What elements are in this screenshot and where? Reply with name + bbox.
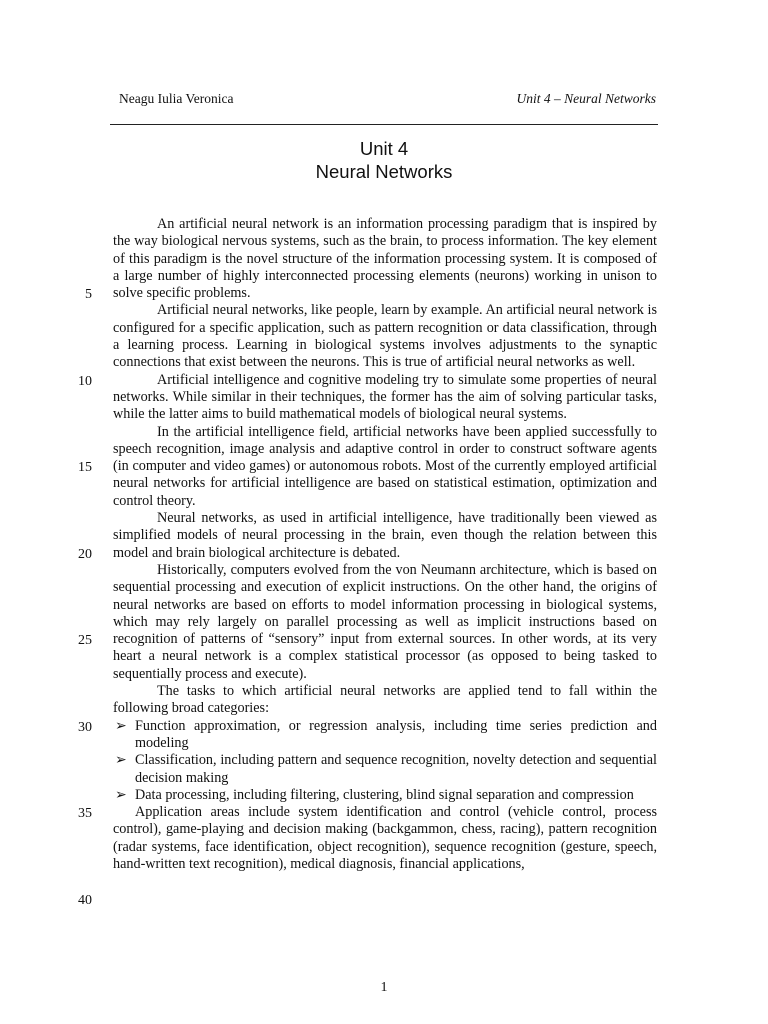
bullet-text: Data processing, including filtering, clustering, blind signal separation and compression xyxy=(135,786,634,803)
paragraph: In the artificial intelligence field, artificial networks have been applied successfully to speech recognition, image analysis and adaptive control in order to construct software agents (in computer and video games) or autonomous robots. Most of the currently employed artificial neural networks for artificial intelligence are based on statistical estimation, optimization and control theory. xyxy=(113,423,657,509)
arrow-bullet-icon: ➢ xyxy=(115,786,127,803)
bullet-list xyxy=(113,718,657,804)
bullet-text: Function approximation, or regression analysis, including time series prediction and modeling xyxy=(135,717,657,751)
paragraph: An artificial neural network is an information processing paradigm that is inspired by the way biological nervous systems, such as the brain, to process information. The key element of this paradigm is the novel structure of the information processing system. It is composed of a large number of highly interconnected processing elements (neurons) working in unison to solve specific problems. xyxy=(113,216,657,302)
header-divider xyxy=(110,124,658,125)
paragraph: The tasks to which artificial neural networks are applied tend to fall within the following broad categories: xyxy=(113,683,657,717)
line-number: 40 xyxy=(78,893,92,908)
line-number: 35 xyxy=(78,806,92,821)
bullet-item xyxy=(113,787,657,804)
page-title xyxy=(110,137,658,183)
title-unit: Unit 4 xyxy=(359,138,409,159)
paragraph: Historically, computers evolved from the von Neumann architecture, which is based on sequential processing and execution of explicit instructions. On the other hand, the origins of neural networks are based on efforts to model information processing in biological systems, which may rely largely on parallel processing as well as implicit instructions based on recognition of patterns of “sensory” input from external sources. In other words, at its very heart a neural network is a complex statistical processor (as opposed to being tasked to sequentially process and execute). xyxy=(113,561,657,682)
paragraph: Neural networks, as used in artificial intelligence, have traditionally been viewed as simplified models of neural processing in the brain, even though the relation between this model and brain biological architecture is debated. xyxy=(113,510,657,561)
header-unit-label: Unit 4 – Neural Networks xyxy=(516,91,656,106)
line-number: 20 xyxy=(78,547,92,562)
title-topic: Neural Networks xyxy=(315,161,453,182)
line-number: 10 xyxy=(78,374,92,389)
arrow-bullet-icon: ➢ xyxy=(115,752,127,769)
line-number: 30 xyxy=(78,720,92,735)
arrow-bullet-icon: ➢ xyxy=(115,717,127,734)
paragraph: Artificial intelligence and cognitive modeling try to simulate some properties of neural networks. While similar in their techniques, the former has the aim of solving particular tasks, while the latter aims to build mathematical models of biological neural systems. xyxy=(113,371,657,423)
bullet-item xyxy=(113,752,657,787)
page-number: 1 xyxy=(380,980,388,995)
bullet-item xyxy=(113,718,657,753)
document-body xyxy=(113,216,657,873)
line-number: 15 xyxy=(78,460,92,475)
paragraph: Artificial neural networks, like people, learn by example. An artificial neural network is configured for a specific application, such as pattern recognition or data classification, through a learning process. Learning in biological systems involves adjustments to the synaptic connections that exist between the neurons. This is true of artificial neural networks as well. xyxy=(113,302,657,371)
line-number: 5 xyxy=(85,287,92,302)
line-number: 25 xyxy=(78,633,92,648)
paragraph: Application areas include system identification and control (vehicle control, process control), game-playing and decision making (backgammon, chess, racing), pattern recognition (radar systems, face identification, object recognition), sequence recognition (gesture, speech, hand-written text recognition), medical diagnosis, financial applications, xyxy=(113,804,657,872)
header-author: Neagu Iulia Veronica xyxy=(119,91,234,106)
bullet-text: Classification, including pattern and sequence recognition, novelty detection and sequential decision making xyxy=(135,752,657,786)
